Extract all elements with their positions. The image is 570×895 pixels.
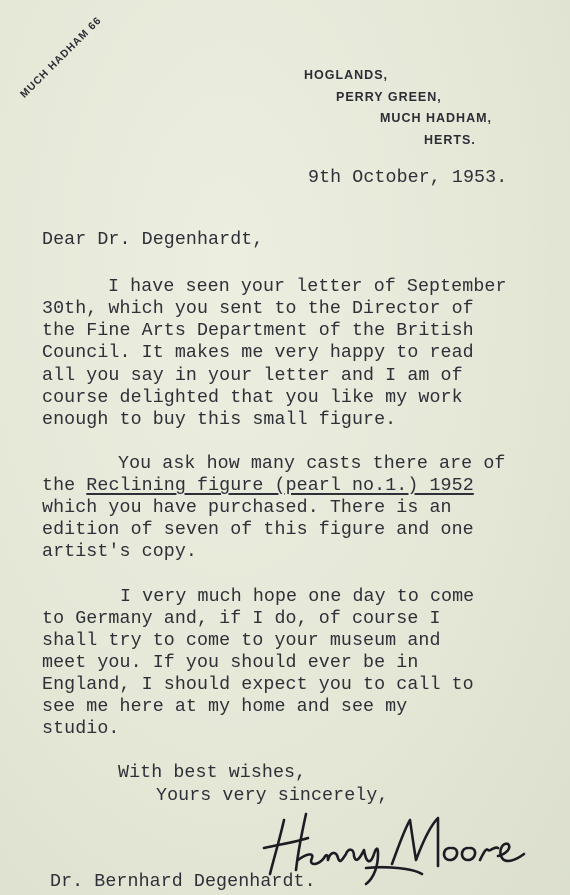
- paragraph-1-line: Council. It makes me very happy to read: [42, 343, 474, 363]
- letter-date: 9th October, 1953.: [308, 168, 508, 188]
- artwork-title: Reclining figure (pearl no.1.) 1952: [86, 476, 474, 496]
- address-line-3: MUCH HADHAM,: [380, 111, 492, 125]
- paragraph-1-line: 30th, which you sent to the Director of: [42, 299, 474, 319]
- paragraph-1-line: the Fine Arts Department of the British: [42, 321, 474, 341]
- address-line-2: PERRY GREEN,: [336, 90, 442, 104]
- paragraph-1-line: course delighted that you like my work: [42, 388, 463, 408]
- closing-line: With best wishes,: [118, 763, 307, 783]
- paragraph-3-line: shall try to come to your museum and: [42, 631, 441, 651]
- paragraph-3-line: see me here at my home and see my: [42, 697, 408, 717]
- paragraph-2-line: You ask how many casts there are of: [118, 454, 506, 474]
- salutation: Dear Dr. Degenhardt,: [42, 230, 264, 250]
- address-line-4: HERTS.: [424, 133, 476, 147]
- address-line-1: HOGLANDS,: [304, 68, 388, 82]
- paragraph-2-line: which you have purchased. There is an: [42, 498, 452, 518]
- paragraph-2-prefix: the: [42, 476, 87, 496]
- phone-stamp: MUCH HADHAM 66: [18, 14, 105, 101]
- paragraph-1-line: enough to buy this small figure.: [42, 410, 397, 430]
- paragraph-3-line: I very much hope one day to come: [120, 587, 475, 607]
- paragraph-1-line: all you say in your letter and I am of: [42, 366, 463, 386]
- paragraph-3-line: studio.: [42, 719, 120, 739]
- paragraph-2-line: edition of seven of this figure and one: [42, 520, 474, 540]
- paragraph-3-line: meet you. If you should ever be in: [42, 653, 419, 673]
- recipient-name: Dr. Bernhard Degenhardt.: [50, 872, 316, 892]
- paragraph-2-line: artist's copy.: [42, 542, 197, 562]
- paragraph-1-line: I have seen your letter of September: [108, 277, 507, 297]
- paragraph-3-line: England, I should expect you to call to: [42, 675, 474, 695]
- paragraph-2-line: [42, 476, 474, 496]
- closing-line: Yours very sincerely,: [156, 786, 389, 806]
- paragraph-3-line: to Germany and, if I do, of course I: [42, 609, 441, 629]
